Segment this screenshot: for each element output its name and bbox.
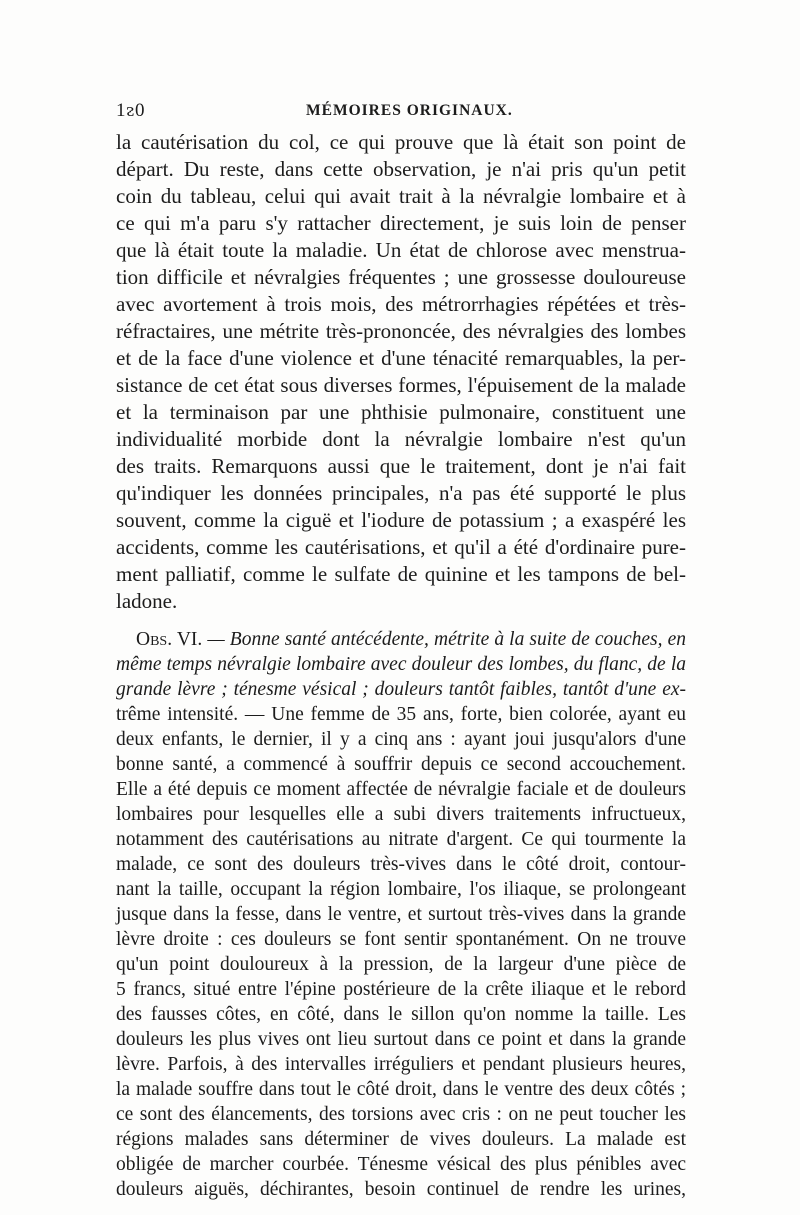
text-line: souvent, comme la ciguë et l'iodure de potassium ; a exaspéré les: [116, 508, 686, 532]
text-line: ladone.: [116, 589, 178, 613]
text-line: jusque dans la fesse, dans le ventre, et surtout très-vives dans la grande: [116, 904, 686, 925]
text-line: ce sont des élancements, des torsions avec cris : on ne peut toucher les: [116, 1104, 686, 1125]
page-number: 1ᴤ0: [116, 100, 146, 121]
text-line: douleurs aiguës, déchirantes, besoin continuel de rendre les urines,: [116, 1179, 686, 1200]
text-line: nant la taille, occupant la région lombaire, l'os iliaque, se prolongeant: [116, 879, 686, 900]
text-line: Elle a été depuis ce moment affectée de névralgie faciale et de douleurs: [116, 779, 686, 800]
text-line: grande lèvre ; ténesme vésical ; douleurs tantôt faibles, tantôt d'une ex-: [116, 679, 686, 700]
text-line: la cautérisation du col, ce qui prouve que là était son point de: [116, 130, 686, 154]
text-line: individualité morbide dont la névralgie lombaire n'est qu'un: [116, 427, 686, 451]
text-line: coin du tableau, celui qui avait trait à la névralgie lombaire et à: [116, 184, 686, 208]
text-line: départ. Du reste, dans cette observation, je n'ai pris qu'un petit: [116, 157, 686, 181]
text-line: accidents, comme les cautérisations, et qu'il a été d'ordinaire pure-: [116, 535, 686, 559]
text-line: notamment des cautérisations au nitrate d'argent. Ce qui tourmente la: [116, 829, 686, 850]
text-line: lèvre. Parfois, à des intervalles irréguliers et pendant plusieurs heures,: [116, 1054, 686, 1075]
text-line: lombaires pour lesquelles elle a subi divers traitements infructueux,: [116, 804, 686, 825]
text-line: lèvre droite : ces douleurs se font sentir spontanément. On ne trouve: [116, 929, 686, 950]
text-line: que là était toute la maladie. Un état de chlorose avec menstrua-: [116, 238, 686, 262]
text-line: malade, ce sont des douleurs très-vives dans le côté droit, contour-: [116, 854, 686, 875]
observation-label: Obs. VI.: [136, 629, 203, 650]
text-line: 5 francs, situé entre l'épine postérieure de la crête iliaque et le rebord: [116, 979, 686, 1000]
text-line: et de la face d'une violence et d'une ténacité remarquables, la per-: [116, 346, 686, 370]
text-line: ment palliatif, comme le sulfate de quinine et les tampons de bel-: [116, 562, 686, 586]
text-line: douleurs les plus vives ont lieu surtout dans ce point et dans la grande: [116, 1029, 686, 1050]
observation-title: — Bonne santé antécédente, métrite à la suite de couches, en: [202, 629, 686, 650]
text-line: deux enfants, le dernier, il y a cinq ans : ayant joui jusqu'alors d'une: [116, 729, 686, 750]
text-line: régions malades sans déterminer de vives douleurs. La malade est: [116, 1129, 686, 1150]
text-line: et la terminaison par une phthisie pulmonaire, constituent une: [116, 400, 686, 424]
observation-heading: [136, 627, 686, 653]
text-line: sistance de cet état sous diverses formes, l'épuisement de la malade: [116, 373, 686, 397]
text-line: avec avortement à trois mois, des métrorrhagies répétées et très-: [116, 292, 686, 316]
text-line: qu'un point douloureux à la pression, de la largeur d'une pièce de: [116, 954, 686, 975]
text-line: qu'indiquer les données principales, n'a pas été supporté le plus: [116, 481, 686, 505]
running-title: MÉMOIRES ORIGINAUX.: [306, 102, 513, 119]
text-line: réfractaires, une métrite très-prononcée, des névralgies des lombes: [116, 319, 686, 343]
text-line: bonne santé, a commencé à souffrir depuis ce second accouchement.: [116, 754, 686, 775]
text-line: tion difficile et névralgies fréquentes ; une grossesse douloureuse: [116, 265, 686, 289]
text-line: obligée de marcher courbée. Ténesme vésical des plus pénibles avec: [116, 1154, 686, 1175]
text-line: ce qui m'a paru s'y rattacher directement, je suis loin de penser: [116, 211, 686, 235]
text-line: même temps névralgie lombaire avec douleur des lombes, du flanc, de la: [116, 654, 686, 675]
text-line: trême intensité. — Une femme de 35 ans, forte, bien colorée, ayant eu: [116, 704, 686, 725]
text-line: des traits. Remarquons aussi que le traitement, dont je n'ai fait: [116, 454, 686, 478]
text-line: des fausses côtes, en côté, dans le sillon qu'on nomme la taille. Les: [116, 1004, 686, 1025]
text-line: la malade souffre dans tout le côté droit, dans le ventre des deux côtés ;: [116, 1079, 686, 1100]
page-header: [116, 100, 686, 124]
